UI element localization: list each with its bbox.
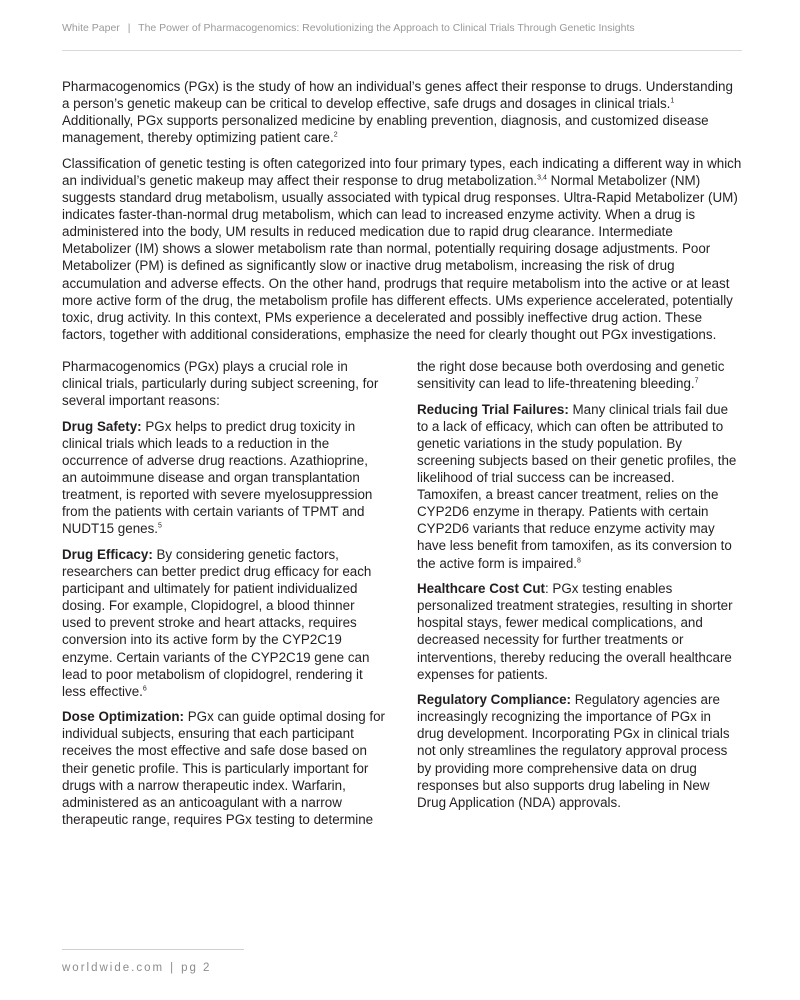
footnote-ref: 7 xyxy=(694,377,699,385)
page-number: pg 2 xyxy=(181,962,212,974)
drug-safety-paragraph xyxy=(62,418,386,538)
cost-cut-paragraph xyxy=(417,580,741,683)
dose-optimization-text: PGx can guide optimal dosing for individual subjects, ensuring that each participant receives the most effective and safe dose based on their genetic profile. This is particularly important for drugs with a narrow therapeutic index. Warfarin, administered as an anticoagulant with a narrow therapeutic range, requires PGx testing to determine xyxy=(62,709,385,827)
cost-cut-text: : PGx testing enables personalized treatment strategies, resulting in shorter hospital stays, fewer medical complications, and decreased necessity for further treatments or interventions, thereby reducing the overall healthcare expenses for patients. xyxy=(417,581,733,682)
intro-paragraph-1 xyxy=(62,78,742,146)
footnote-ref: 5 xyxy=(158,522,162,530)
header-separator: | xyxy=(127,22,131,34)
intro-section xyxy=(62,78,742,351)
left-column xyxy=(62,358,386,836)
header-divider xyxy=(62,50,742,51)
dose-continuation-text: the right dose because both overdosing and genetic sensitivity can lead to life-threatening bleeding. xyxy=(417,359,725,392)
intro-paragraph-2 xyxy=(62,155,742,343)
left-intro-paragraph: Pharmacogenomics (PGx) plays a crucial role in clinical trials, particularly during subject screening, for several important reasons: xyxy=(62,359,379,409)
two-column-body xyxy=(62,358,742,836)
footer-separator: | xyxy=(170,962,176,974)
footnote-ref: 6 xyxy=(142,685,147,693)
regulatory-text: Regulatory agencies are increasingly recognizing the importance of PGx in drug development. Incorporating PGx in clinical trials not only streamlines the regulatory approval process by providing more comprehensive data on drug responses but also supports drug labeling in New Drug Application (NDA) approvals. xyxy=(417,692,730,810)
footer-divider xyxy=(62,949,244,950)
dose-optimization-paragraph xyxy=(62,708,386,828)
dose-continuation-paragraph xyxy=(417,358,741,392)
header-label: White Paper xyxy=(62,22,120,34)
dose-optimization-heading: Dose Optimization: xyxy=(62,709,185,725)
drug-safety-heading: Drug Safety: xyxy=(62,418,142,434)
drug-efficacy-text: By considering genetic factors, researchers can better predict drug efficacy for each participant and ultimately for patient individualized dosing. For example, Clopidogrel, a blood thinner used to prevent stroke and heart attacks, requires conversion into its active form by the CYP2C19 enzyme. Certain variants of the CYP2C19 gene can lead to poor metabolism of clopidogrel, rendering it less effective. xyxy=(62,546,372,699)
trial-failures-heading: Reducing Trial Failures: xyxy=(417,401,569,417)
regulatory-paragraph xyxy=(417,691,741,811)
regulatory-heading: Regulatory Compliance: xyxy=(417,692,572,708)
running-header xyxy=(62,22,742,34)
intro-p1-text2: Additionally, PGx supports personalized medicine by enabling prevention, diagnosis, and customized disease management, thereby optimizing patient care. xyxy=(62,113,709,146)
page-footer xyxy=(62,962,211,974)
intro-p2-text: Classification of genetic testing is often categorized into four primary types, each indicating a different way in which an individual’s genetic makeup may affect their response to drug metabolization. xyxy=(62,155,742,188)
drug-efficacy-paragraph xyxy=(62,546,386,700)
footnote-ref: 3,4 xyxy=(537,174,547,182)
footer-site: worldwide.com xyxy=(62,962,165,974)
footnote-ref: 1 xyxy=(670,97,675,105)
intro-p2-text2: Normal Metabolizer (NM) suggests standard drug metabolism, usually associated with typical drug responses. Ultra-Rapid Metabolizer (UM) indicates faster-than-normal drug metabolism, which can lead to increased enzyme activity. When a drug is administered into the body, UM results in reduced medication due to rapid drug clearance. Intermediate Metabolizer (IM) shows a slower metabolism rate than normal, potentially requiring dosage adjustments. Poor Metabolizer (PM) is defined as significantly slow or inactive drug metabolism, increasing the risk of drug accumulation and adverse effects. On the other hand, prodrugs that require metabolism into the active or at least more active form of the drug, the metabolism profile has different effects. UMs experience accelerated, potentially toxic, drug activity. In this context, PMs experience a decelerated and possibly ineffective drug action. These factors, together with additional considerations, emphasize the need for clearly thought out PGx investigations. xyxy=(62,172,738,342)
footnote-ref: 8 xyxy=(577,557,581,565)
intro-p1-text: Pharmacogenomics (PGx) is the study of how an individual’s genes affect their response to drugs. Understanding a person’s genetic makeup can be critical to develop effective, safe drugs and dosages in clinical trials. xyxy=(62,79,733,112)
header-title: The Power of Pharmacogenomics: Revolutionizing the Approach to Clinical Trials Through Genetic Insights xyxy=(138,22,635,34)
trial-failures-paragraph xyxy=(417,401,741,572)
drug-efficacy-heading: Drug Efficacy: xyxy=(62,546,153,562)
drug-safety-text: PGx helps to predict drug toxicity in clinical trials which leads to a reduction in the occurrence of adverse drug reactions. Azathioprine, an autoimmune disease and organ transplantation treatment, is reported with severe myelosuppression from the patients with certain variants of TPMT and NUDT15 genes. xyxy=(62,418,373,537)
right-column xyxy=(417,358,741,836)
cost-cut-heading: Healthcare Cost Cut xyxy=(417,581,545,597)
footnote-ref: 2 xyxy=(333,131,338,139)
trial-failures-text: Many clinical trials fail due to a lack of efficacy, which can often be attributed to genetic variations in the study population. By screening subjects based on their genetic profiles, the likelihood of trial success can be increased. Tamoxifen, a breast cancer treatment, relies on the CYP2D6 enzyme in therapy. Patients with certain CYP2D6 variants that reduce enzyme activity may have less benefit from tamoxifen, as its conversion to the active form is impaired. xyxy=(417,401,737,571)
